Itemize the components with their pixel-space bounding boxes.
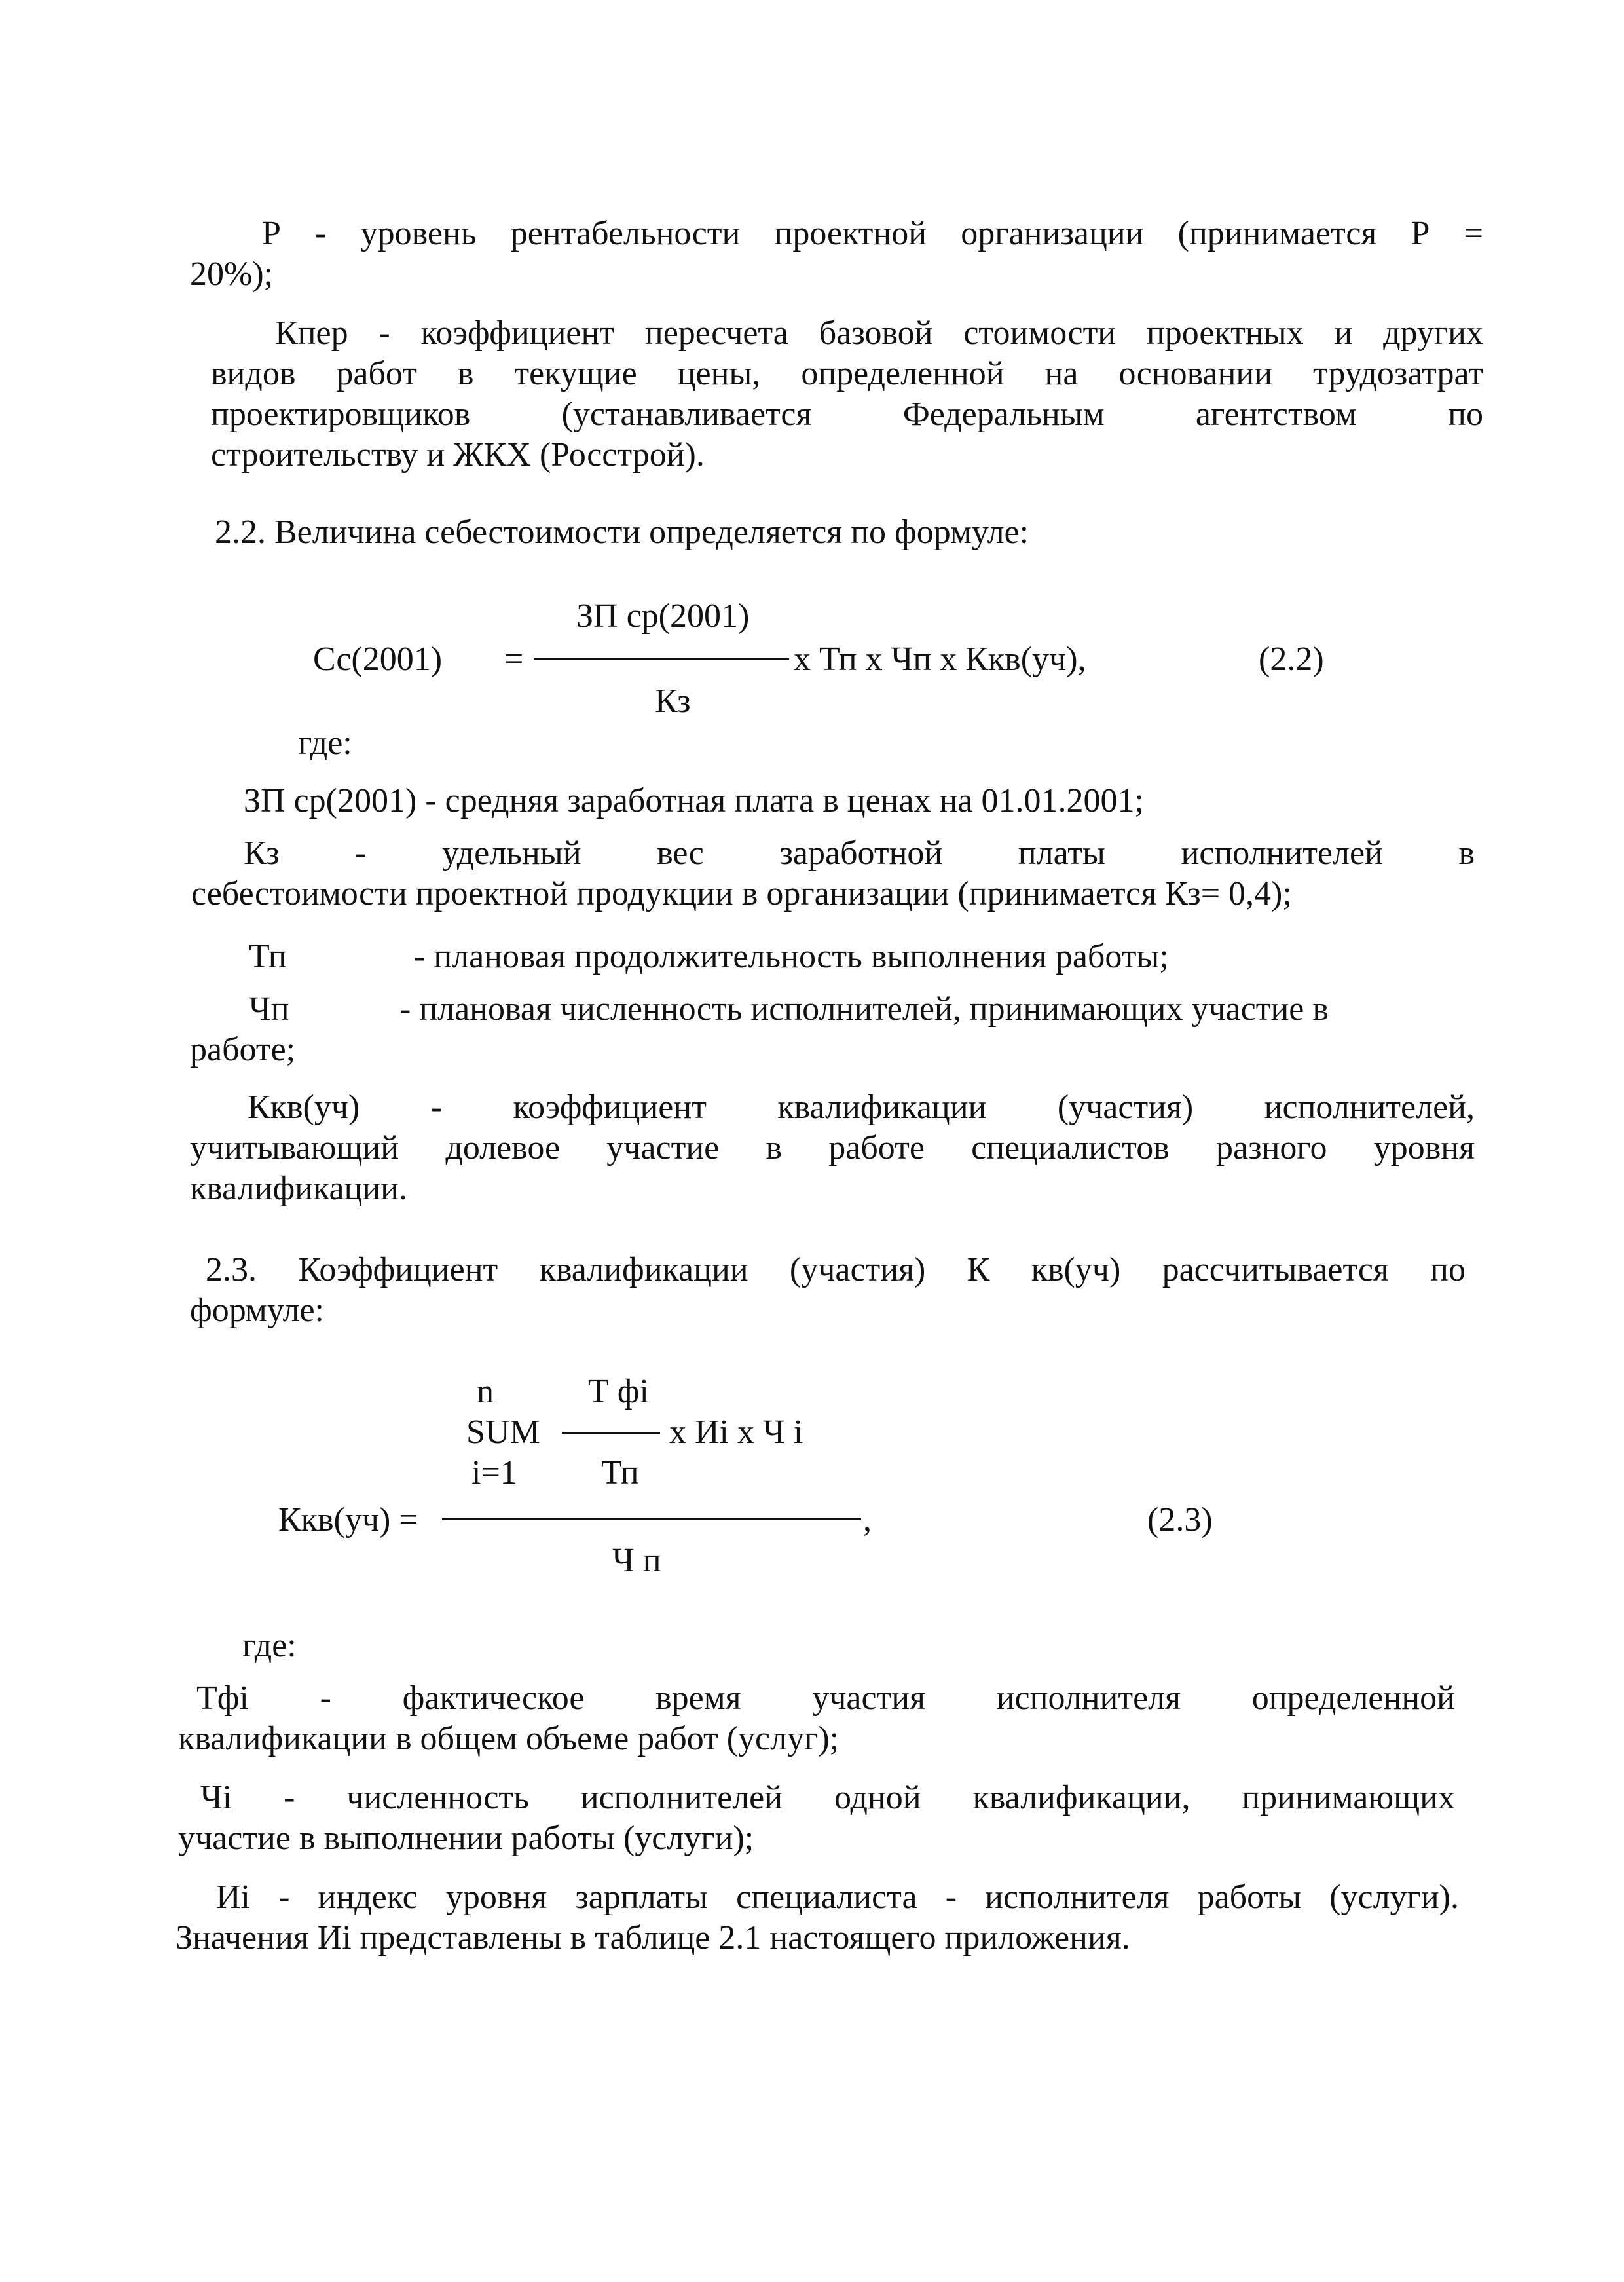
ii-line-1: Иi - индекс уровня зарплаты специалиста - исполнителя работы (услуги). bbox=[216, 1879, 1459, 1916]
kkv-line-2: учитывающий долевое участие в работе специалистов разного уровня bbox=[190, 1129, 1475, 1167]
chp-symbol: Чп bbox=[249, 990, 289, 1028]
formula-2-3-comma: , bbox=[863, 1501, 872, 1539]
p-rent-line-2: 20%); bbox=[190, 255, 274, 293]
formula-2-2-rhs: х Тп х Чп х Ккв(уч), bbox=[794, 641, 1086, 678]
formula-2-3-denominator: Ч п bbox=[612, 1542, 661, 1579]
formula-2-3-tp: Тп bbox=[601, 1454, 639, 1491]
tp-definition: - плановая продолжительность выполнения работы; bbox=[414, 938, 1169, 975]
where-label-2: где: bbox=[242, 1627, 297, 1664]
k-per-line-2: видов работ в текущие цены, определенной на основании трудозатрат bbox=[211, 355, 1483, 392]
p-rent-line-1: Р - уровень рентабельности проектной организации (принимается Р = bbox=[262, 215, 1483, 252]
formula-2-2-numerator: ЗП ср(2001) bbox=[576, 597, 750, 635]
formula-2-3-fraction-bar bbox=[442, 1518, 861, 1520]
section-2-3-heading bbox=[190, 1250, 1466, 1331]
chi-line-1: Чi - численность исполнителей одной квалификации, принимающих bbox=[200, 1779, 1455, 1816]
chp-definition: - плановая численность исполнителей, принимающих участие в bbox=[399, 990, 1329, 1028]
section-2-3-line-1: 2.3. Коэффициент квалификации (участия) К кв(уч) рассчитывается по bbox=[206, 1251, 1466, 1288]
formula-2-2-lhs: Сс(2001) bbox=[313, 641, 443, 678]
k-per-definition bbox=[211, 313, 1483, 476]
k-per-line-4: строительству и ЖКХ (Росстрой). bbox=[211, 436, 705, 474]
where-label-1: где: bbox=[298, 724, 352, 762]
chi-line-2: участие в выполнении работы (услуги); bbox=[178, 1820, 754, 1857]
ii-definition bbox=[175, 1877, 1459, 1958]
kkv-line-3: квалификации. bbox=[190, 1170, 408, 1207]
tfi-line-2: квалификации в общем объеме работ (услуг); bbox=[178, 1720, 840, 1757]
zp-definition: ЗП ср(2001) - средняя заработная плата в ценах на 01.01.2001; bbox=[244, 782, 1144, 819]
ii-line-2: Значения Иi представлены в таблице 2.1 настоящего приложения. bbox=[175, 1919, 1130, 1956]
k-per-line-1: Кпер - коэффициент пересчета базовой стоимости проектных и других bbox=[275, 314, 1483, 352]
formula-2-3-sum-tail: х Иi х Ч i bbox=[669, 1413, 803, 1451]
kz-definition bbox=[191, 833, 1475, 914]
chp-definition-line-2: работе; bbox=[190, 1031, 296, 1068]
kz-line-1: Кз - удельный вес заработной платы исполнителей в bbox=[244, 834, 1475, 872]
formula-2-3-lhs: Ккв(уч) = bbox=[278, 1501, 418, 1539]
formula-2-3-sum: SUM bbox=[466, 1413, 540, 1451]
formula-2-2-fraction-bar bbox=[534, 658, 789, 660]
formula-2-3-index: i=1 bbox=[471, 1454, 517, 1491]
kz-line-2: себестоимости проектной продукции в организации (принимается Кз= 0,4); bbox=[191, 875, 1292, 912]
formula-2-3-inner-bar bbox=[562, 1432, 660, 1434]
kkv-line-1: Ккв(уч) - коэффициент квалификации (участия) исполнителей, bbox=[248, 1089, 1475, 1126]
chi-definition bbox=[178, 1778, 1455, 1859]
formula-2-2-denominator: Кз bbox=[655, 683, 691, 720]
tfi-line-1: Тфi - фактическое время участия исполнителя определенной bbox=[196, 1679, 1455, 1717]
k-per-line-3: проектировщиков (устанавливается Федеральным агентством по bbox=[211, 396, 1483, 433]
tp-symbol: Тп bbox=[249, 938, 287, 975]
kkv-definition bbox=[190, 1087, 1475, 1209]
formula-2-3-number: (2.3) bbox=[1147, 1501, 1213, 1539]
formula-2-2-number: (2.2) bbox=[1259, 641, 1324, 678]
formula-2-3-n: n bbox=[477, 1373, 494, 1410]
section-2-2-heading: 2.2. Величина себестоимости определяется по формуле: bbox=[215, 514, 1029, 551]
p-rent-definition bbox=[190, 214, 1483, 295]
formula-2-2-equals: = bbox=[504, 641, 524, 678]
tfi-definition bbox=[178, 1678, 1455, 1759]
section-2-3-line-2: формуле: bbox=[190, 1292, 325, 1329]
formula-2-3-tfi: Т фi bbox=[588, 1373, 649, 1410]
